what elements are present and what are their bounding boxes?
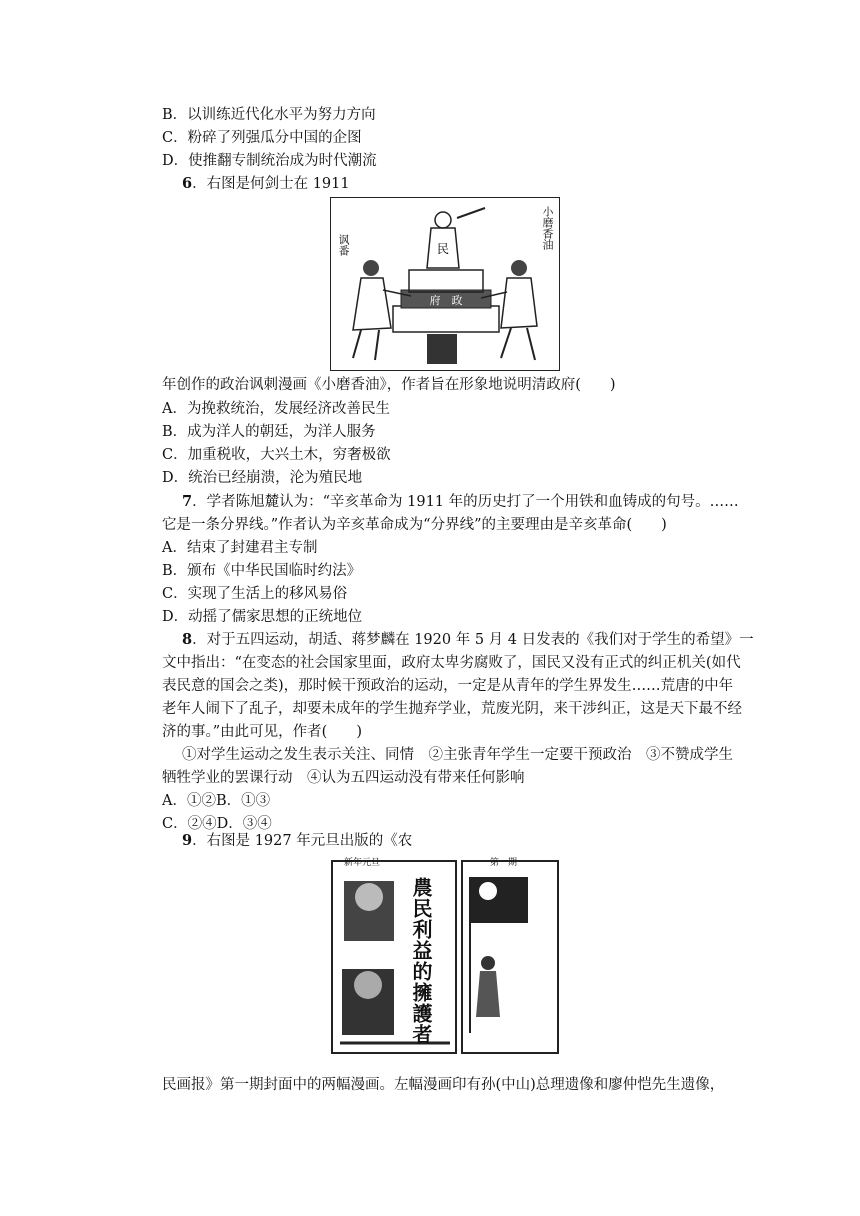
- q6-option-d: D．统治已经崩溃，沦为殖民地: [162, 470, 363, 486]
- q9-number: 9: [182, 832, 193, 849]
- q8-stem-line2: 文中指出：“在变态的社会国家里面，政府太卑劣腐败了，国民又没有正式的纠正机关(如代: [162, 655, 741, 671]
- q8-stem-line5: 济的事。”由此可见，作者( ): [162, 724, 362, 740]
- q5-option-c: C．粉碎了列强瓜分中国的企图: [162, 130, 362, 146]
- cartoon-label-right: 小磨香油: [541, 206, 554, 250]
- q9-cover-figure: [330, 857, 562, 1057]
- q8-stem-line1: [182, 629, 754, 651]
- cartoon-label-center: 府 政: [429, 294, 463, 307]
- q7-option-a: A．结束了封建君主专制: [162, 540, 318, 556]
- q6-cartoon-figure: [330, 197, 560, 371]
- cover-header-left: 新年元旦: [344, 858, 381, 868]
- q7-number: 7: [182, 493, 193, 510]
- q9-stem-start: [182, 830, 412, 852]
- q8-stem-text: ．对于五四运动，胡适、蒋梦麟在 1920 年 5 月 4 日发表的《我们对于学生的希望》一: [192, 632, 754, 648]
- q8-statements-line2: 牺牲学业的罢课行动 ④认为五四运动没有带来任何影响: [162, 770, 525, 786]
- q9-stem-end: 民画报》第一期封面中的两幅漫画。左幅漫画印有孙(中山)总理遗像和廖仲恺先生遗像，: [162, 1077, 725, 1093]
- q7-stem-line1: [182, 491, 739, 513]
- cover-vertical-title: 農民利益的擁護者: [409, 877, 433, 1045]
- q5-option-b: B．以训练近代化水平为努力方向: [162, 107, 376, 123]
- q7-option-d: D．动摇了儒家思想的正统地位: [162, 609, 363, 625]
- q7-option-c: C．实现了生活上的移风易俗: [162, 586, 348, 602]
- q8-stem-line4: 老年人闹下了乱子，却要未成年的学生抛弃学业，荒废光阴，来干涉纠正，这是天下最不经: [162, 701, 742, 717]
- q7-stem-text: ．学者陈旭麓认为：“辛亥革命为 1911 年的历史打了一个用铁和血铸成的句号。……: [192, 494, 739, 510]
- q9-stem-text: ．右图是 1927 年元旦出版的《农: [192, 833, 413, 849]
- q7-stem-line2: 它是一条分界线。”作者认为辛亥革命成为“分界线”的主要理由是辛亥革命( ): [162, 517, 667, 533]
- q6-stem-end: 年创作的政治讽刺漫画《小磨香油》，作者旨在形象地说明清政府( ): [162, 377, 616, 393]
- q7-option-b: B．颁布《中华民国临时约法》: [162, 563, 362, 579]
- q5-option-d: D．使推翻专制统治成为时代潮流: [162, 153, 377, 169]
- q8-statements-line1: ①对学生运动之发生表示关注、同情 ②主张青年学生一定要干预政治 ③不赞成学生: [182, 747, 733, 763]
- q6-stem-text: ．右图是何剑士在 1911: [192, 176, 350, 192]
- q6-option-b: B．成为洋人的朝廷，为洋人服务: [162, 424, 376, 440]
- q8-stem-line3: 表民意的国会之类)，那时候干预政治的运动，一定是从青年的学生界发生……荒唐的中年: [162, 678, 734, 694]
- q8-option-cd: C．②④D．③④: [162, 816, 272, 832]
- cartoon-label-left: 讽番: [337, 234, 350, 256]
- cartoon-label-top: 民: [436, 242, 450, 256]
- q8-number: 8: [182, 631, 193, 648]
- q6-number: 6: [182, 175, 193, 192]
- q6-option-c: C．加重税收，大兴土木，穷奢极欲: [162, 447, 391, 463]
- q8-option-ab: A．①②B．①③: [162, 793, 271, 809]
- cover-header-right: 第一期: [490, 858, 518, 868]
- q6-stem-start: [182, 173, 350, 195]
- q6-option-a: A．为挽救统治，发展经济改善民生: [162, 401, 390, 417]
